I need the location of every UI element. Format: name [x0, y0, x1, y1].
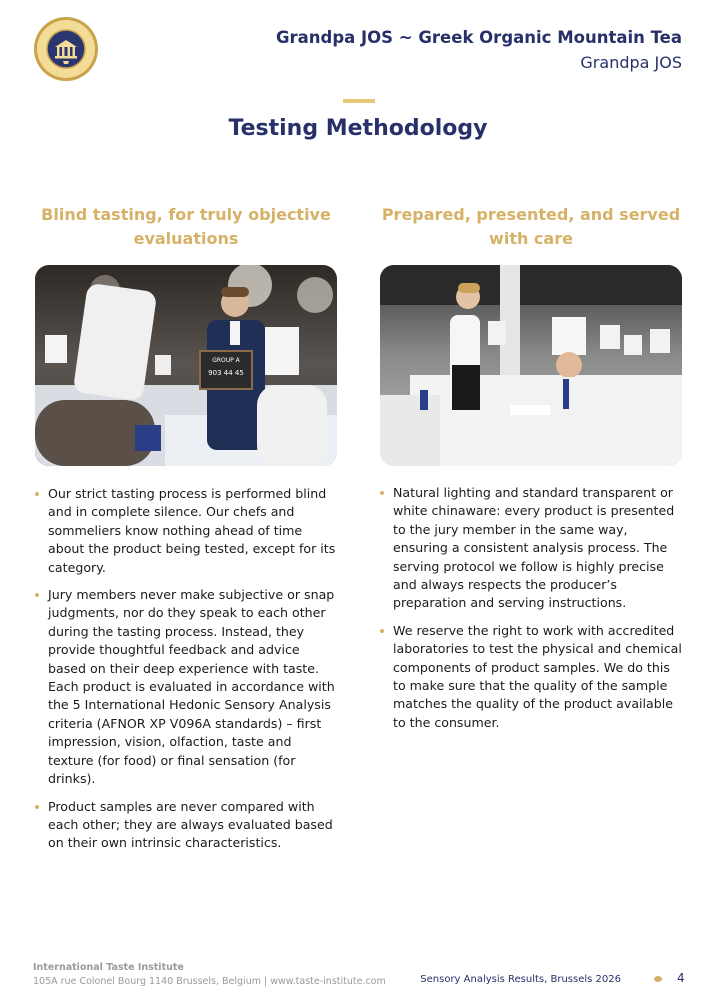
- left-heading-line2: evaluations: [133, 229, 239, 248]
- list-item: Product samples are never compared with each other; they are always evaluated based on their own intrinsic characteristics.: [33, 798, 338, 853]
- page-number: 4: [677, 971, 685, 985]
- page-title: Testing Methodology: [228, 116, 488, 141]
- svg-text:903 44 45: 903 44 45: [208, 369, 244, 377]
- list-item: Natural lighting and standard transparent or white chinaware: every product is presented to the jury member in the same way, ensuring a consistent analysis process. The serving protocol we follow is highly precise and always respects the producer’s preparation and serving instructions.: [378, 484, 684, 613]
- right-column-heading: [381, 203, 681, 251]
- left-heading-line1: Blind tasting, for truly objective: [41, 205, 331, 224]
- left-bullet-list: [33, 485, 338, 862]
- institute-logo: [33, 16, 99, 82]
- title-accent-bar: [343, 99, 375, 103]
- right-bullet-list: [378, 484, 684, 741]
- footer-report-title: Sensory Analysis Results, Brussels 2026: [420, 974, 621, 985]
- list-item: Our strict tasting process is performed blind and in complete silence. Our chefs and sommeliers know nothing ahead of time about the product being tested, except for its category.: [33, 485, 338, 577]
- list-item: Jury members never make subjective or snap judgments, nor do they speak to each other during the tasting process. Instead, they provide thoughtful feedback and advice based on their deep experience with taste. Each product is evaluated in accordance with the 5 International Hedonic Sensory Analysis criteria (AFNOR XP V096A standards) – first impression, vision, olfaction, taste and texture (for food) or final sensation (for drinks).: [33, 586, 338, 788]
- blind-tasting-photo: [35, 265, 337, 466]
- footer-dot-icon: [654, 976, 662, 982]
- footer-organization: International Taste Institute: [33, 962, 184, 973]
- right-heading-line1: Prepared, presented, and served: [381, 205, 681, 224]
- right-heading-line2: with care: [489, 229, 573, 248]
- svg-text:GROUP A: GROUP A: [212, 357, 240, 364]
- list-item: We reserve the right to work with accredited laboratories to test the physical and chemical components of product samples. We do this to make sure that the quality of the sample matches the quality of the product available to the consumer.: [378, 622, 684, 732]
- product-title: Grandpa JOS ~ Greek Organic Mountain Tea: [275, 28, 682, 47]
- serving-photo: [380, 265, 682, 466]
- left-column-heading: [36, 203, 336, 251]
- footer-address: 105A rue Colonel Bourg 1140 Brussels, Belgium | www.taste-institute.com: [33, 976, 386, 987]
- brand-name: Grandpa JOS: [580, 53, 682, 72]
